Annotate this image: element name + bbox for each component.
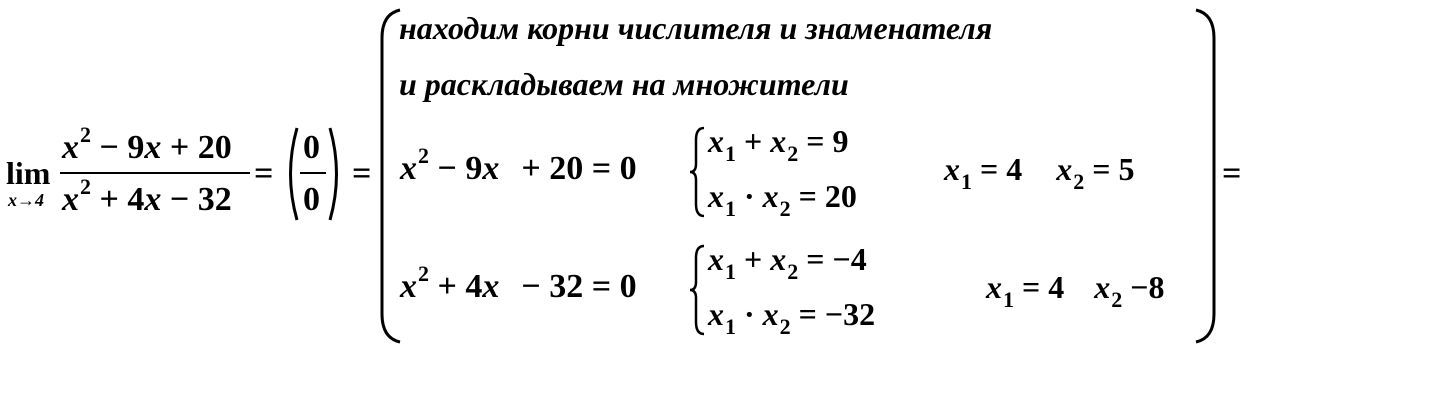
vieta-sum-2: $x_1 + x_2 = -4$ [708,241,867,285]
vieta-product-2: $x_1 \cdot x_2 = -32$ [708,296,876,340]
limit-denominator: $x^2 + 4x - 32$ [62,173,232,218]
quadratic-equation-1: $x^2 - 9x + 20 = 0$ [400,142,637,187]
system-brace-1 [688,126,706,218]
vieta-product-1: $x_1 \cdot x_2 = 20$ [708,178,857,222]
limit-word: lim [6,155,51,191]
right-paren-indeterminate [327,126,345,222]
big-right-paren [1192,8,1218,344]
equals-sign-2: = [352,155,372,192]
indeterminate-denominator: 0 [303,181,320,218]
explanation-line-1: находим корни числителя и знаменателя [399,10,993,46]
indeterminate-fraction-bar [300,172,326,174]
equals-sign-1: = [254,155,274,192]
limit-numerator: $x^2 - 9x + 20$ [62,121,232,166]
left-paren-indeterminate [282,126,300,222]
system-brace-2 [688,244,706,336]
vieta-sum-1: $x_1 + x_2 = 9$ [708,123,849,167]
quadratic-equation-2: $x^2 + 4x - 32 = 0$ [400,260,637,305]
indeterminate-numerator: 0 [303,129,320,166]
explanation-line-2: и раскладываем на множители [399,66,849,102]
limit-subscript: x→4 [8,190,44,210]
trailing-equals-sign: = [1222,155,1242,192]
roots-1: $x_1 = 4$ $x_2 = 5$ [944,151,1135,195]
roots-2: $x_1 = 4$ $x_2 -8$ [986,269,1165,313]
